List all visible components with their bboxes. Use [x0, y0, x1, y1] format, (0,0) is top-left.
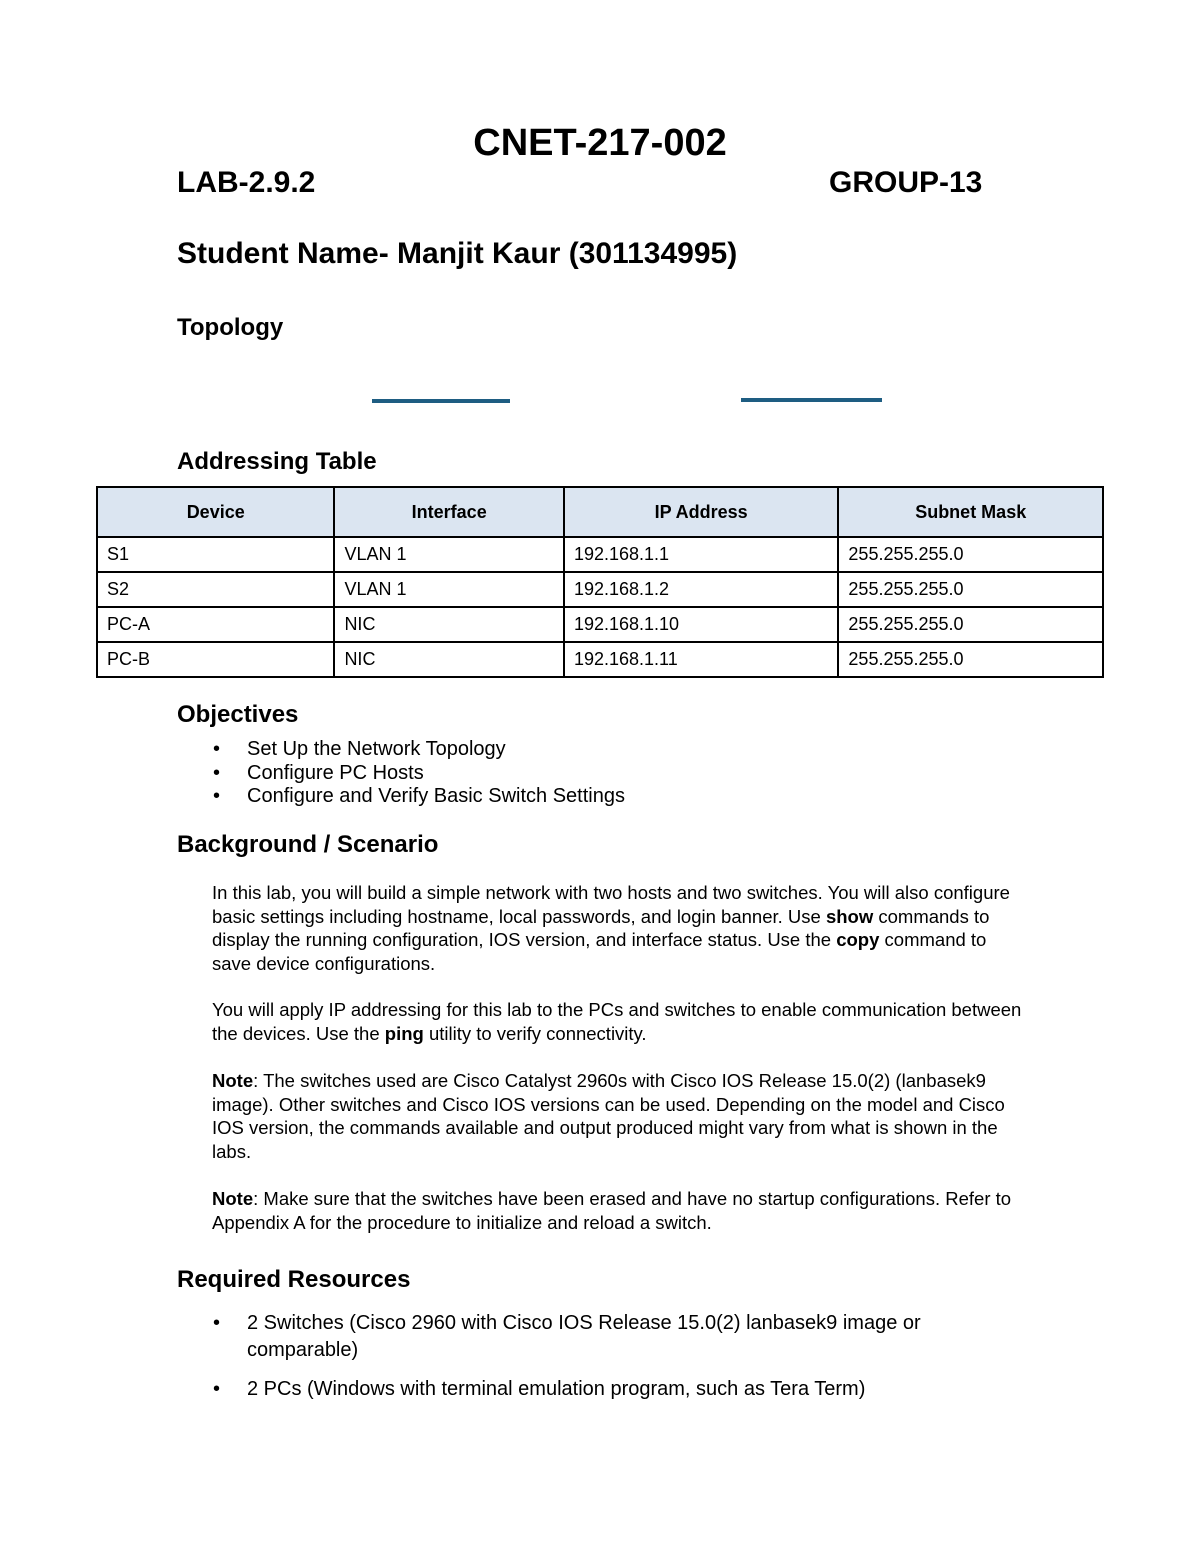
table-cell-interface: VLAN 1	[334, 537, 564, 572]
column-header-ip-address: IP Address	[564, 487, 838, 537]
note-paragraph-2	[212, 1187, 1022, 1234]
addressing-table-heading: Addressing Table	[177, 448, 377, 475]
resources-heading: Required Resources	[177, 1266, 411, 1293]
background-paragraph-1	[212, 881, 1022, 975]
command-copy: copy	[836, 929, 880, 951]
table-row	[97, 607, 1103, 642]
background-paragraph-2	[212, 998, 1022, 1045]
lab-number: LAB-2.9.2	[177, 166, 316, 199]
student-name: Student Name- Manjit Kaur (301134995)	[177, 237, 738, 270]
table-row	[97, 572, 1103, 607]
command-ping: ping	[384, 1022, 424, 1044]
column-header-interface: Interface	[334, 487, 564, 537]
paragraph-text: In this lab, you will build a simple network with two hosts and two switches. You will also configure basic settings including hostname, local passwords, and login banner. Use	[212, 882, 1010, 927]
table-cell-device: PC-B	[97, 642, 334, 677]
table-cell-ip-address: 192.168.1.1	[564, 537, 838, 572]
table-cell-ip-address: 192.168.1.2	[564, 572, 838, 607]
column-header-subnet-mask: Subnet Mask	[838, 487, 1103, 537]
table-cell-device: S2	[97, 572, 334, 607]
table-row	[97, 537, 1103, 572]
paragraph-text: commands to display the running configuration, IOS version, and interface status. Use the	[212, 905, 990, 951]
table-cell-interface: VLAN 1	[334, 572, 564, 607]
table-cell-interface: NIC	[334, 642, 564, 677]
table-cell-device: PC-A	[97, 607, 334, 642]
list-item: • 2 Switches (Cisco 2960 with Cisco IOS Release 15.0(2) lanbasek9 image or comparable)	[177, 1310, 1027, 1364]
paragraph-text: You will apply IP addressing for this lab to the PCs and switches to enable communication between the devices. Use the	[212, 999, 1022, 1044]
objectives-heading: Objectives	[177, 701, 299, 728]
command-show: show	[825, 905, 874, 927]
topology-link-right	[741, 398, 882, 402]
table-cell-subnet-mask: 255.255.255.0	[838, 642, 1103, 677]
addressing-table	[96, 486, 1104, 678]
paragraph-text: : Make sure that the switches have been erased and have no startup configurations. Refer to Appendix A for the procedure to initialize and reload a switch.	[212, 1188, 1012, 1233]
paragraph-text: : The switches used are Cisco Catalyst 2960s with Cisco IOS Release 15.0(2) (lanbasek9 image). Other switches and Cisco IOS versions can be used. Depending on the model and Cisco IOS version, the commands available and output produced might vary from what is shown in the labs.	[212, 1070, 1005, 1162]
topology-heading: Topology	[177, 314, 284, 341]
table-cell-interface: NIC	[334, 607, 564, 642]
table-cell-subnet-mask: 255.255.255.0	[838, 607, 1103, 642]
background-heading: Background / Scenario	[177, 831, 439, 858]
table-cell-subnet-mask: 255.255.255.0	[838, 537, 1103, 572]
list-item: • Configure and Verify Basic Switch Settings	[177, 785, 625, 809]
column-header-device: Device	[97, 487, 334, 537]
list-item: • Configure PC Hosts	[177, 762, 625, 786]
group-number: GROUP-13	[829, 166, 983, 199]
table-cell-device: S1	[97, 537, 334, 572]
table-row	[97, 642, 1103, 677]
table-cell-ip-address: 192.168.1.10	[564, 607, 838, 642]
table-cell-subnet-mask: 255.255.255.0	[838, 572, 1103, 607]
list-item: • 2 PCs (Windows with terminal emulation program, such as Tera Term)	[177, 1376, 1027, 1403]
paragraph-text: utility to verify connectivity.	[423, 1022, 647, 1044]
paragraph-text: command to save device configurations.	[212, 929, 987, 974]
course-title: CNET-217-002	[473, 122, 727, 164]
note-label: Note	[212, 1070, 254, 1091]
topology-link-left	[372, 399, 510, 403]
note-paragraph-1	[212, 1069, 1022, 1163]
table-cell-ip-address: 192.168.1.11	[564, 642, 838, 677]
table-header-row	[97, 487, 1103, 537]
objectives-list	[177, 738, 625, 809]
list-item: • Set Up the Network Topology	[177, 738, 625, 762]
note-label: Note	[212, 1188, 254, 1209]
resources-list	[177, 1310, 1027, 1415]
